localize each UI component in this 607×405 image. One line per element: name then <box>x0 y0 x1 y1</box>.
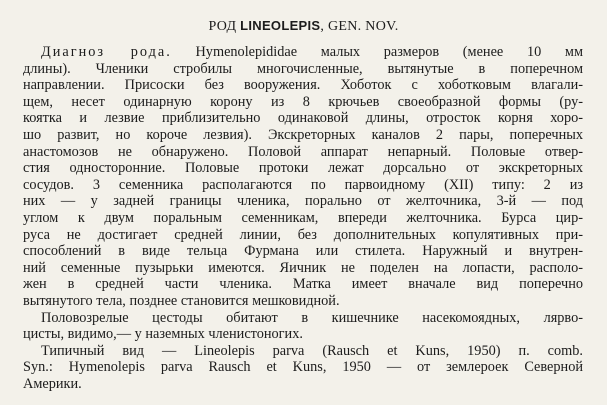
type-species-line-2: Америки. <box>23 375 82 392</box>
diagnosis-line-2: направлении. Присоски без вооружения. Хоботок с хоботковым влагали- <box>23 77 583 94</box>
habitat-line-1: цисты, видимо,— у наземных членистоногих. <box>23 326 303 343</box>
diagnosis-line-5: шо развит, но короче лезвия). Экскреторных каналов 2 пары, поперечных <box>23 126 583 143</box>
type-species-line-0: Типичный вид — Lineolepis parva (Rausch et Kuns, 1950) п. comb. <box>41 342 583 359</box>
heading-prefix: РОД <box>208 19 241 34</box>
heading-suffix: , GEN. NOV. <box>320 19 399 34</box>
diagnosis-line-11: руса не достигает средней линии, без дополнительных копулятивных при- <box>23 226 583 243</box>
type-species-line-1: Syn.: Hymenolepis parva Rausch et Kuns, 1950 — от землероек Северной <box>23 359 583 376</box>
diagnosis-line-4: коятка и лезвие приблизительно одинаковой длины, отросток корня хоро- <box>23 110 583 127</box>
habitat-line-0: Половозрелые цестоды обитают в кишечнике насекомоядных, лярво- <box>41 309 583 326</box>
diagnosis-line-13: ний семенные пузырьки имеются. Яичник не поделен на лопасти, располо- <box>23 259 583 276</box>
diagnosis-label: Диагноз рода. <box>41 44 172 60</box>
heading-genus: LINEOLEPIS <box>240 18 321 33</box>
diagnosis-line-3: щем, несет одинарную корону из 8 крючьев своеобразной формы (ру- <box>23 93 583 110</box>
diagnosis-line-14: жен в средней части членика. Матка имеет вначале вид поперечно <box>23 276 583 293</box>
diagnosis-line-12: способлений в виде тельца Фурмана или стилета. Наружный и внутрен- <box>23 243 583 260</box>
diagnosis-line-1: длины). Членики стробилы многочисленные, вытянутые в поперечном <box>23 60 583 77</box>
section-heading <box>0 18 607 35</box>
diagnosis-first-line <box>23 44 583 61</box>
diagnosis-line-0: Hymenolepididae малых размеров (менее 10 мм <box>171 44 583 60</box>
diagnosis-line-9: них — у задней границы членика, порально от желточника, 3-й — под <box>23 193 583 210</box>
diagnosis-line-8: сосудов. 3 семенника располагаются по парвоидному (XII) типу: 2 из <box>23 176 583 193</box>
diagnosis-line-6: анастомозов не обнаружено. Половой аппарат непарный. Половые отвер- <box>23 143 583 160</box>
diagnosis-line-15: вытянутого тела, позднее становится мешковидной. <box>23 292 340 309</box>
diagnosis-line-10: углом к двум поральным семенникам, впереди желточника. Бурса цир- <box>23 209 583 226</box>
diagnosis-line-7: стия односторонние. Половые протоки лежат дорсально от экскреторных <box>23 160 583 177</box>
body-text <box>23 44 583 392</box>
